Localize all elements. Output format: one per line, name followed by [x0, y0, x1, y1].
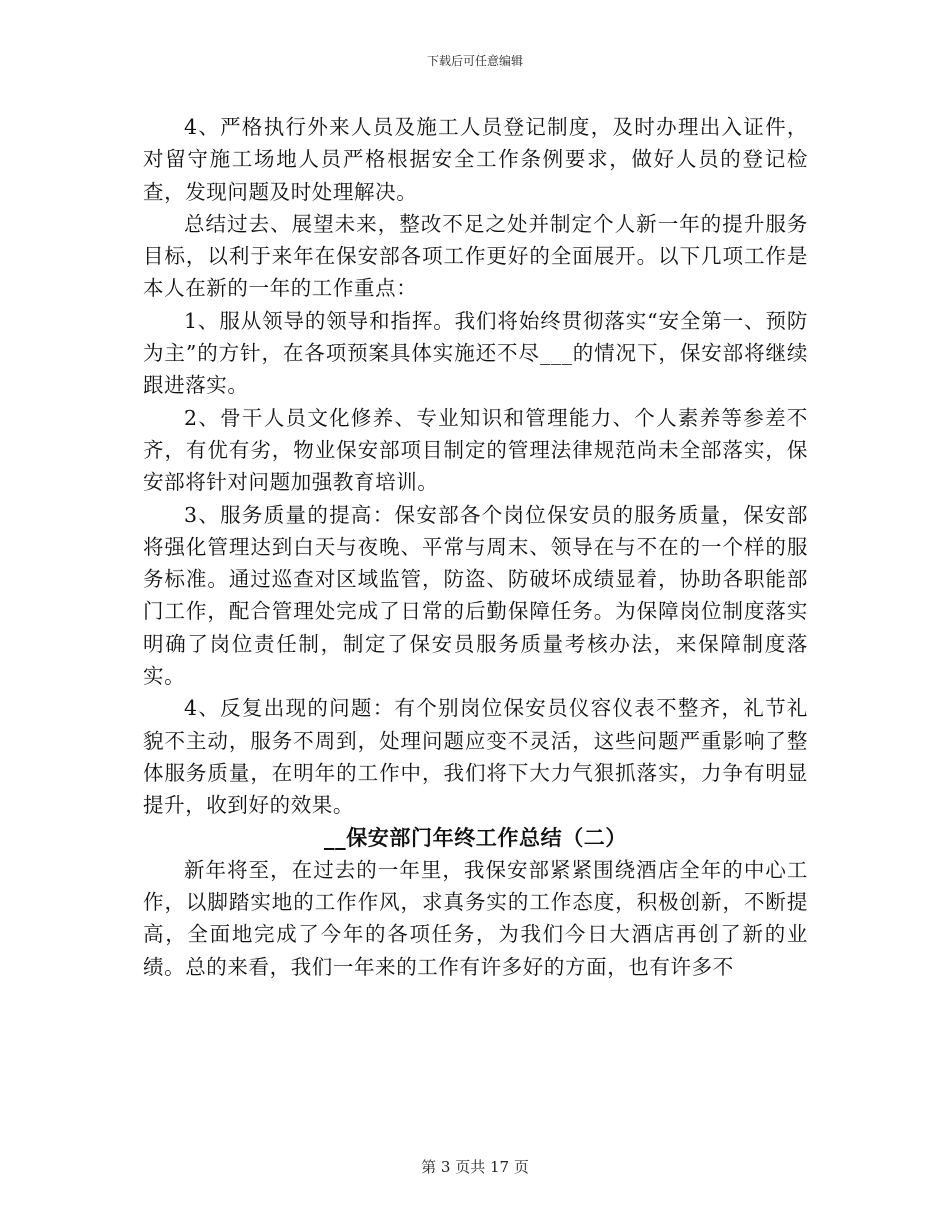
page-header: 下载后可任意编辑 — [426, 54, 523, 68]
section-title: __保安部门年终工作总结（二） — [324, 825, 627, 850]
paragraph-point-1: 1、服从领导的领导和指挥。我们将始终贯彻落实“安全第一、预防为主”的方针，在各项预案具体实施还不尽___的情况下，保安部将继续跟进落实。 — [143, 308, 808, 398]
document-body — [143, 111, 808, 983]
paragraph-point-4: 4、反复出现的问题：有个别岗位保安员仪容仪表不整齐，礼节礼貌不主动，服务不周到，处理问题应变不灵活，这些问题严重影响了整体服务质量，在明年的工作中，我们将下大力气狠抓落实，力争有明显提升，收到好的效果。 — [143, 696, 808, 818]
paragraph-registration: 4、严格执行外来人员及施工人员登记制度，及时办理出入证件，对留守施工场地人员严格根据安全工作条例要求，做好人员的登记检查，发现问题及时处理解决。 — [143, 115, 808, 204]
paragraph-section-intro: 新年将至，在过去的一年里，我保安部紧紧围绕酒店全年的中心工作，以脚踏实地的工作作风，求真务实的工作态度，积极创新，不断提高，全面地完成了今年的各项任务，为我们今日大酒店再创了新的业绩。总的来看，我们一年来的工作有许多好的方面，也有许多不 — [143, 857, 808, 979]
paragraph-point-2: 2、骨干人员文化修养、专业知识和管理能力、个人素养等参差不齐，有优有劣，物业保安部项目制定的管理法律规范尚未全部落实，保安部将针对问题加强教育培训。 — [143, 405, 808, 495]
page-number: 第 3 页共 17 页 — [421, 1158, 529, 1176]
paragraph-summary: 总结过去、展望未来，整改不足之处并制定个人新一年的提升服务目标，以利于来年在保安部各项工作更好的全面展开。以下几项工作是本人在新的一年的工作重点： — [143, 211, 808, 301]
paragraph-point-3: 3、服务质量的提高：保安部各个岗位保安员的服务质量，保安部将强化管理达到白天与夜晚、平常与周末、领导在与不在的一个样的服务标准。通过巡查对区域监管，防盗、防破坏成绩显着，协助各职能部门工作，配合管理处完成了日常的后勤保障任务。为保障岗位制度落实明确了岗位责任制，制定了保安员服务质量考核办法，来保障制度落实。 — [143, 502, 808, 689]
